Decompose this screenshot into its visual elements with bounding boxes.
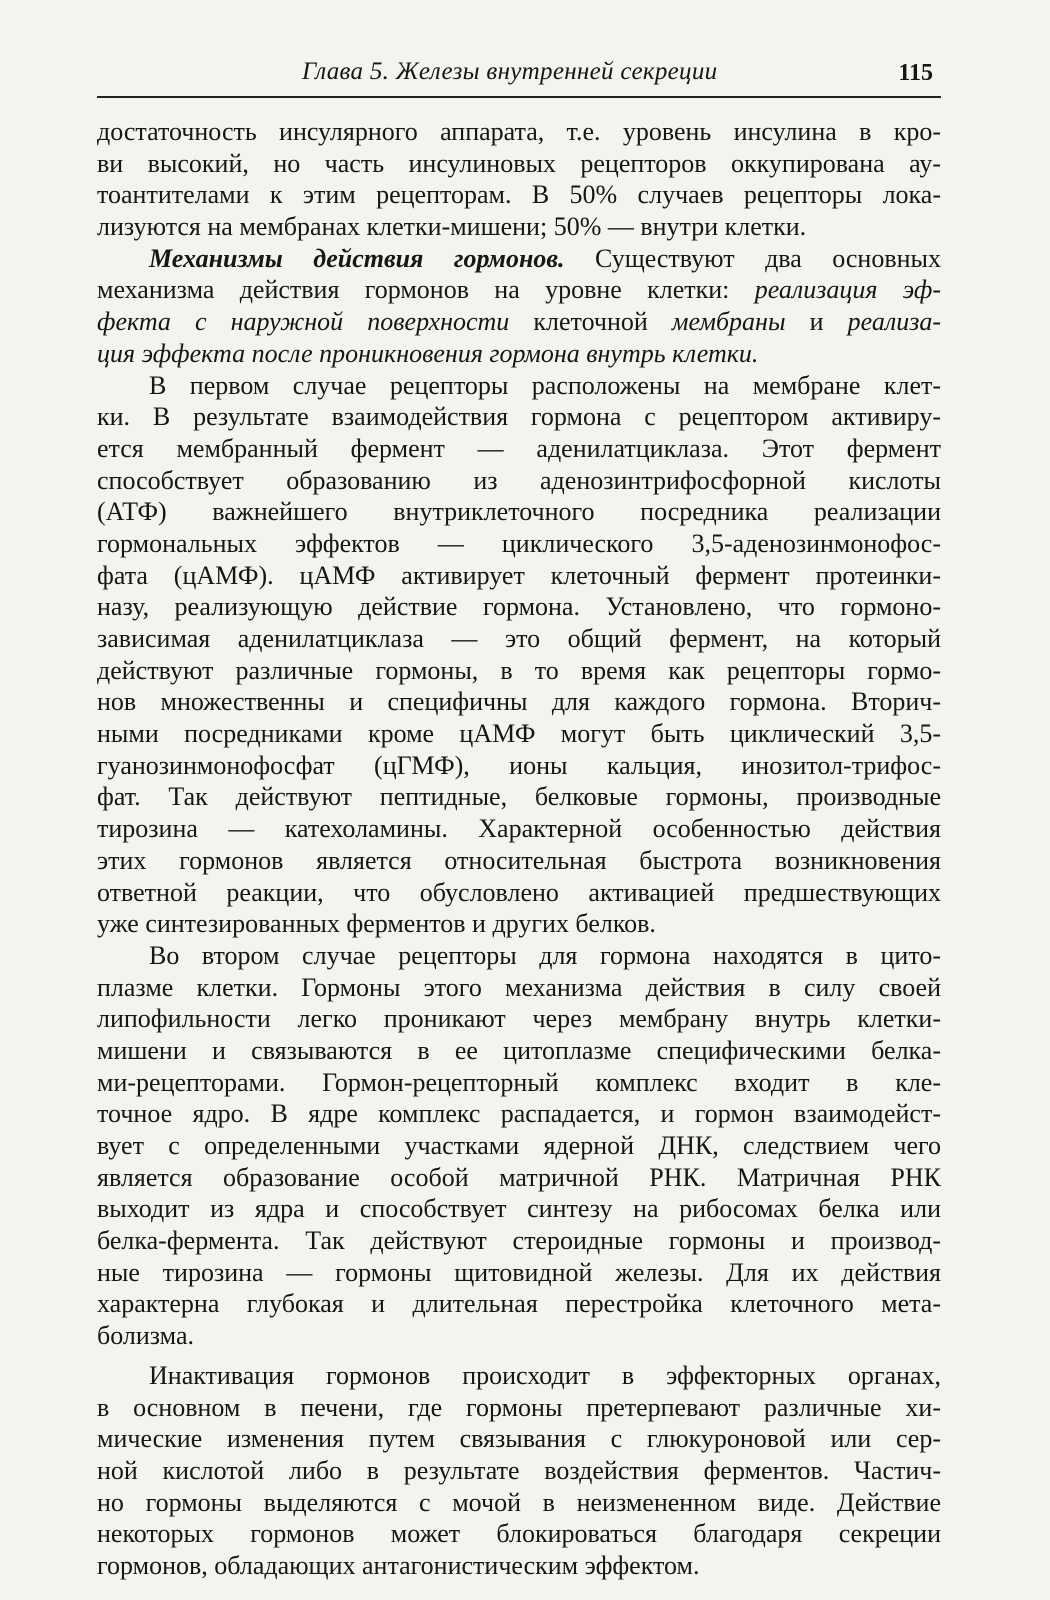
- text-line: [97, 1423, 941, 1455]
- text-line: [97, 1320, 941, 1352]
- text-line: [97, 1360, 941, 1392]
- text-run: ными посредниками кроме цАМФ могут быть циклический 3,5-: [97, 719, 941, 749]
- text-line: [97, 1518, 941, 1550]
- text-run: нов множественны и специфичны для каждого гормона. Вторич-: [97, 687, 941, 717]
- text-run: липофильности легко проникают через мембрану внутрь клетки-: [97, 1004, 941, 1034]
- text-line: [97, 813, 941, 845]
- text-line: [97, 1098, 941, 1130]
- text-run: лизуются на мембранах клетки-мишени; 50% — внутри клетки.: [97, 212, 807, 242]
- text-run: гормональных эффектов — циклического 3,5-аденозинмонофос-: [97, 528, 941, 558]
- text-run: гуанозинмонофосфат (цГМФ), ионы кальция, инозитол-трифос-: [97, 750, 941, 780]
- text-line: [97, 306, 941, 338]
- text-run: характерна глубокая и длительная перестройка клеточного мета-: [97, 1289, 941, 1319]
- text-line: [97, 940, 941, 972]
- text-run: фат. Так действуют пептидные, белковые гормоны, производные: [97, 782, 941, 812]
- text-line: [97, 1003, 941, 1035]
- text-run: фата (цАМФ). цАМФ активирует клеточный фермент протеинки-: [97, 560, 941, 590]
- italic-run: реализа-: [847, 307, 941, 337]
- text-line: [97, 1193, 941, 1225]
- italic-run: мембраны: [671, 307, 786, 337]
- body-text: [97, 116, 941, 1582]
- text-run: в основном в печени, где гормоны претерпевают различные хи-: [97, 1392, 941, 1422]
- paragraph-gap: [97, 1352, 941, 1360]
- text-run: зависимая аденилатциклаза — это общий фермент, на который: [97, 624, 941, 653]
- text-run: клеточной: [509, 307, 672, 337]
- text-run: тоантителами к этим рецепторам. В 50% случаев рецепторы лока-: [97, 180, 941, 210]
- text-line: [97, 1455, 941, 1487]
- text-run: достаточность инсулярного аппарата, т.е. уровень инсулина в кро-: [97, 117, 941, 146]
- text-line: [97, 1035, 941, 1067]
- text-line: [97, 1130, 941, 1162]
- text-line: [97, 1257, 941, 1289]
- text-run: гормонов, обладающих антагонистическим эффектом.: [97, 1550, 700, 1580]
- text-run: назу, реализующую действие гормона. Установлено, что гормоно-: [97, 592, 941, 622]
- text-line: [97, 781, 941, 813]
- text-line: [97, 750, 941, 782]
- text-line: [97, 655, 941, 687]
- text-run: Инактивация гормонов происходит в эффекторных органах,: [149, 1360, 941, 1390]
- text-run: точное ядро. В ядре комплекс распадается, и гормон взаимодейст-: [97, 1099, 941, 1129]
- text-run: мишени и связываются в ее цитоплазме специфическими белка-: [97, 1035, 941, 1065]
- text-run: тирозина — катехоламины. Характерной особенностью действия: [97, 814, 941, 844]
- text-line: [97, 1487, 941, 1519]
- text-run: ви высокий, но часть инсулиновых рецепторов оккупирована ау-: [97, 148, 941, 178]
- text-run: ответной реакции, что обусловлено активацией предшествующих: [97, 877, 941, 907]
- text-run: и: [785, 307, 848, 337]
- text-line: [97, 465, 941, 497]
- text-run: ной кислотой либо в результате воздействия ферментов. Частич-: [97, 1455, 941, 1485]
- running-head: [97, 56, 941, 98]
- text-line: [97, 1288, 941, 1320]
- text-line: [97, 1162, 941, 1194]
- text-run: ные тирозина — гормоны щитовидной железы. Для их действия: [97, 1257, 941, 1287]
- text-run: механизма действия гормонов на уровне клетки:: [97, 275, 755, 305]
- text-line: [97, 1067, 941, 1099]
- text-run: болизма.: [97, 1321, 194, 1351]
- chapter-title: Глава 5. Железы внутренней секреции: [302, 58, 718, 85]
- text-run: способствует образованию из аденозинтрифосфорной кислоты: [97, 465, 941, 495]
- text-run: этих гормонов является относительная быстрота возникновения: [97, 845, 941, 875]
- text-run: ется мембранный фермент — аденилатциклаза. Этот фермент: [97, 433, 941, 463]
- text-run: некоторых гормонов может блокироваться благодаря секреции: [97, 1519, 941, 1549]
- text-run: плазме клетки. Гормоны этого механизма действия в силу своей: [97, 972, 941, 1002]
- text-line: [97, 370, 941, 402]
- text-run: уже синтезированных ферментов и других белков.: [97, 909, 656, 939]
- section-heading: Механизмы действия гормонов.: [149, 243, 565, 273]
- text-line: [97, 211, 941, 243]
- text-line: [97, 401, 941, 433]
- text-line: [97, 433, 941, 465]
- text-line: [97, 877, 941, 909]
- text-line: [97, 972, 941, 1004]
- text-line: [97, 1550, 941, 1582]
- text-run: Во втором случае рецепторы для гормона находятся в цито-: [149, 940, 941, 970]
- page-number: 115: [898, 60, 933, 86]
- text-line: [97, 686, 941, 718]
- text-line: [97, 274, 941, 306]
- text-line: [97, 908, 941, 940]
- italic-run: ция эффекта после проникновения гормона внутрь клетки.: [97, 338, 759, 368]
- text-run: ки. В результате взаимодействия гормона с рецептором активиру-: [97, 402, 941, 432]
- text-line: [97, 528, 941, 560]
- text-line: [97, 845, 941, 877]
- text-run: В первом случае рецепторы расположены на мембране клет-: [149, 370, 941, 400]
- text-run: Существуют два основных: [564, 243, 941, 273]
- text-run: но гормоны выделяются с мочой в неизмененном виде. Действие: [97, 1487, 941, 1517]
- text-run: вует с определенными участками ядерной ДНК, следствием чего: [97, 1131, 941, 1160]
- text-run: ми-рецепторами. Гормон-рецепторный комплекс входит в кле-: [97, 1067, 941, 1097]
- text-line: [97, 116, 941, 148]
- text-line: [97, 148, 941, 180]
- italic-run: реализация эф-: [754, 275, 941, 305]
- text-line: [97, 591, 941, 623]
- text-run: является образование особой матричной РНК. Матричная РНК: [97, 1162, 941, 1192]
- italic-run: фекта с наружной поверхности: [97, 307, 510, 337]
- text-line: [97, 623, 941, 655]
- text-run: белка-фермента. Так действуют стероидные гормоны и производ-: [97, 1226, 941, 1256]
- text-line: [97, 496, 941, 528]
- text-line: [97, 338, 941, 370]
- text-run: мические изменения путем связывания с глюкуроновой или сер-: [97, 1424, 941, 1454]
- text-line: [97, 243, 941, 275]
- text-run: (АТФ) важнейшего внутриклеточного посредника реализации: [97, 497, 941, 527]
- text-line: [97, 560, 941, 592]
- text-line: [97, 1392, 941, 1424]
- text-line: [97, 1225, 941, 1257]
- text-line: [97, 718, 941, 750]
- text-run: действуют различные гормоны, в то время как рецепторы гормо-: [97, 655, 941, 685]
- text-line: [97, 179, 941, 211]
- text-run: выходит из ядра и способствует синтезу на рибосомах белка или: [97, 1194, 941, 1224]
